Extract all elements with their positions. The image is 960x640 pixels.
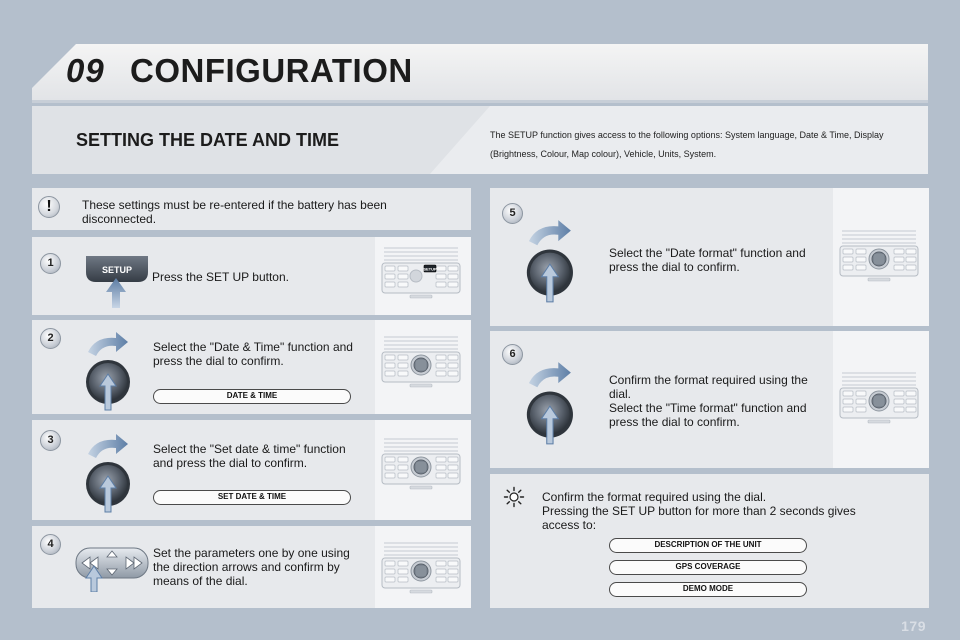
option-description-of-unit: DESCRIPTION OF THE UNIT — [609, 538, 807, 553]
section-intro: The SETUP function gives access to the following options: System language, Date & Time, Display (Brightness, Colour, Map colour), Vehicle, Units, System. — [490, 130, 884, 159]
console-button — [856, 265, 866, 270]
console-button — [398, 363, 408, 368]
console-button — [385, 355, 395, 360]
console-button — [385, 561, 395, 566]
direction-arrows-icon — [72, 540, 152, 592]
console-cd-slot — [868, 420, 890, 423]
console-button — [448, 457, 458, 462]
console-button — [894, 257, 904, 262]
page-number: 179 — [901, 618, 926, 634]
console-button — [448, 569, 458, 574]
console-cd-slot — [410, 486, 432, 489]
console-button — [436, 355, 446, 360]
console-button — [894, 265, 904, 270]
step-number-badge: 4 — [40, 534, 61, 555]
step-text: Select the "Set date & time" function and press the dial to confirm. — [153, 442, 346, 470]
console-button — [398, 561, 408, 566]
console-button — [894, 407, 904, 412]
console-button — [385, 363, 395, 368]
console-button — [448, 266, 458, 271]
date-time-menu-item: DATE & TIME — [153, 389, 351, 404]
step-text: Select the "Date & Time" function and press the dial to confirm. — [153, 340, 353, 368]
console-cd-slot — [410, 384, 432, 387]
console-button — [448, 577, 458, 582]
console-button — [436, 569, 446, 574]
console-button — [398, 282, 408, 287]
console-setup-key-label: SETUP — [423, 266, 437, 272]
console-illustration — [380, 436, 462, 492]
tip-text: Confirm the format required using the dial. Pressing the SET UP button for more than 2 seconds gives access to: — [542, 490, 856, 532]
console-button — [843, 257, 853, 262]
console-button — [843, 249, 853, 254]
rotate-dial-icon — [520, 360, 584, 446]
console-button — [906, 391, 916, 396]
console-illustration — [380, 245, 462, 301]
console-button — [894, 399, 904, 404]
console-button — [436, 363, 446, 368]
console-button — [436, 266, 446, 271]
console-button — [843, 391, 853, 396]
rotate-dial-icon — [520, 218, 584, 304]
console-dial-knob — [410, 270, 422, 282]
setup-button-label: SETUP — [101, 265, 133, 275]
step-number-badge: 6 — [502, 344, 523, 365]
console-button — [385, 371, 395, 376]
console-button — [398, 266, 408, 271]
header-divider — [32, 100, 928, 103]
console-button — [843, 265, 853, 270]
step-text: Select the "Date format" function and press the dial to confirm. — [609, 246, 806, 274]
console-button — [448, 363, 458, 368]
chapter-title: CONFIGURATION — [130, 52, 413, 89]
console-button — [856, 407, 866, 412]
console-illustration — [380, 540, 462, 596]
console-button — [385, 274, 395, 279]
console-illustration — [838, 228, 920, 284]
console-button — [398, 473, 408, 478]
console-button — [436, 274, 446, 279]
console-button — [398, 355, 408, 360]
console-button — [398, 274, 408, 279]
step-number-badge: 1 — [40, 253, 61, 274]
warning-text: These settings must be re-entered if the battery has been disconnected. — [82, 198, 387, 226]
console-button — [385, 266, 395, 271]
console-button — [843, 399, 853, 404]
chapter-number: 09 — [66, 52, 105, 89]
console-button — [385, 457, 395, 462]
console-button — [448, 473, 458, 478]
option-demo-mode: DEMO MODE — [609, 582, 807, 597]
rotate-dial-icon — [80, 330, 140, 412]
console-button — [436, 473, 446, 478]
step-text: Confirm the format required using the dial. Select the "Time format" function and press the dial to confirm. — [609, 373, 808, 429]
set-date-time-menu-item: SET DATE & TIME — [153, 490, 351, 505]
console-button — [385, 465, 395, 470]
setup-button-icon — [84, 252, 152, 310]
console-button — [906, 265, 916, 270]
console-button — [906, 399, 916, 404]
console-illustration — [838, 370, 920, 426]
exclamation-icon: ! — [38, 196, 60, 218]
console-cd-slot — [410, 590, 432, 593]
console-button — [385, 569, 395, 574]
console-button — [894, 249, 904, 254]
step-text: Set the parameters one by one using the direction arrows and confirm by means of the dial. — [153, 546, 350, 588]
console-button — [906, 249, 916, 254]
console-button — [385, 577, 395, 582]
console-button — [436, 371, 446, 376]
console-cd-slot — [410, 295, 432, 298]
console-button — [856, 391, 866, 396]
console-button — [856, 399, 866, 404]
step-text: Press the SET UP button. — [152, 270, 289, 284]
console-button — [398, 457, 408, 462]
console-button — [398, 465, 408, 470]
console-button — [448, 371, 458, 376]
step-number-badge: 3 — [40, 430, 61, 451]
console-button — [906, 257, 916, 262]
console-button — [436, 577, 446, 582]
console-button — [436, 457, 446, 462]
console-button — [448, 274, 458, 279]
console-button — [385, 473, 395, 478]
console-button — [448, 561, 458, 566]
console-button — [856, 257, 866, 262]
console-button — [448, 465, 458, 470]
option-gps-coverage: GPS COVERAGE — [609, 560, 807, 575]
console-button — [398, 577, 408, 582]
console-button — [398, 569, 408, 574]
console-button — [894, 391, 904, 396]
step-number-badge: 5 — [502, 203, 523, 224]
section-title: SETTING THE DATE AND TIME — [76, 130, 339, 150]
console-cd-slot — [868, 278, 890, 281]
rotate-dial-icon — [80, 432, 140, 514]
step-number-badge: 2 — [40, 328, 61, 349]
console-button — [398, 371, 408, 376]
console-button — [906, 407, 916, 412]
console-button — [448, 355, 458, 360]
console-button — [436, 282, 446, 287]
console-illustration — [380, 334, 462, 390]
console-button — [448, 282, 458, 287]
sun-icon — [503, 486, 525, 508]
console-button — [843, 407, 853, 412]
console-button — [856, 249, 866, 254]
console-button — [436, 465, 446, 470]
console-button — [436, 561, 446, 566]
console-button — [385, 282, 395, 287]
